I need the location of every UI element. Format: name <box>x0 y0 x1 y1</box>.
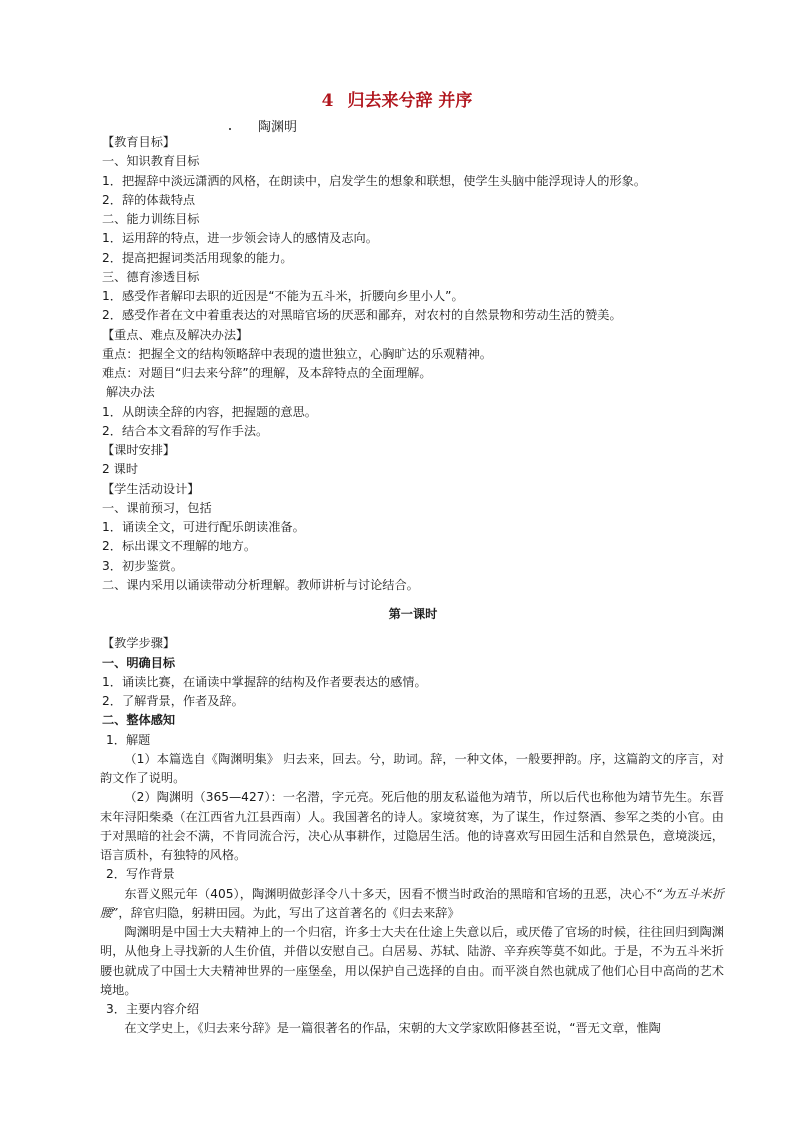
sub-heading: 1．解题 <box>106 732 151 747</box>
lesson-title <box>0 86 794 111</box>
sub-heading: 2．写作背景 <box>106 867 175 882</box>
text-line: 2．提高把握词类活用现象的能力。 <box>102 250 293 265</box>
text-line: 1．从朗读全辞的内容，把握题的意思。 <box>102 404 317 419</box>
text-line: 2．感受作者在文中着重表达的对黑暗官场的厌恶和鄙弃，对农村的自然景物和劳动生活的赞美。 <box>102 308 622 323</box>
document-body <box>102 133 724 1039</box>
heading-steps: 【教学步骤】 <box>102 636 176 651</box>
step-heading: 一、明确目标 <box>102 655 176 670</box>
text-line: 3．初步鉴赏。 <box>102 558 183 573</box>
text-line: 2．结合本文看辞的写作手法。 <box>102 423 269 438</box>
text-line: 三、德育渗透目标 <box>102 269 200 284</box>
lesson-number: 4 <box>321 91 334 111</box>
text-line: 1．诵读比赛，在诵读中掌握辞的结构及作者要表达的感情。 <box>102 674 427 689</box>
quote-text: “为五斗米折腰” <box>100 886 724 920</box>
text-line: 1．感受作者解印去职的近因是“不能为五斗米，折腰向乡里小人”。 <box>102 289 464 303</box>
heading-key-points: 【重点、难点及解决办法】 <box>102 327 249 342</box>
text-line: 1．运用辞的特点，进一步领会诗人的感情及志向。 <box>102 231 378 246</box>
paragraph: （2）陶渊明（365—427）：一名潜，字元亮。死后他的朋友私谥他为靖节，所以后代也称他为靖节先生。东晋末年浔阳柴桑（在江西省九江县西南）人。我国著名的诗人。家境贫寒，为了谋生，作过祭酒、参军之类的小官。由于对黑暗的社会不满，不肯同流合污，决心从事耕作，过隐居生活。他的诗喜欢写田园生活和自然景色，意境淡远，语言质朴，有独特的风格。 <box>100 790 724 862</box>
step-heading: 二、整体感知 <box>102 713 176 728</box>
spacer <box>102 624 724 634</box>
paragraph-text: ，辞官归隐，躬耕田园。为此，写出了这首著名的《归去来辞》 <box>118 905 460 920</box>
paragraph: （1）本篇选自《陶渊明集》 归去来，回去。兮，助词。辞，一种文体，一般要押韵。序，这篇韵文的序言，对韵文作了说明。 <box>100 751 724 785</box>
section-title: 第一课时 <box>388 607 438 621</box>
text-line: 解决办法 <box>106 385 155 400</box>
text-line: 一、知识教育目标 <box>102 154 200 169</box>
paragraph-text: 东晋义熙元年（405），陶渊明做彭泽令八十多天，因看不惯当时政治的黑暗和官场的丑恶，决心不 <box>124 886 657 901</box>
text-line: 1．诵读全文，可进行配乐朗读准备。 <box>102 520 305 534</box>
heading-objectives: 【教育目标】 <box>102 135 176 149</box>
text-line: 重点：把握全文的结构领略辞中表现的遗世独立，心胸旷达的乐观精神。 <box>102 346 492 361</box>
text-line: 二、能力训练目标 <box>102 212 200 226</box>
text-line: 2．辞的体裁特点 <box>102 192 196 207</box>
text-line: 二、课内采用以诵读带动分析理解。教师讲析与讨论结合。 <box>102 577 419 592</box>
lesson-title-text: 归去来兮辞 并序 <box>347 91 473 111</box>
author-name: 陶渊明 <box>258 120 298 135</box>
stray-dot <box>229 128 231 130</box>
text-line: 2．了解背景，作者及辞。 <box>102 694 244 708</box>
text-line: 1．把握辞中淡远潇洒的风格，在朗读中，启发学生的想象和联想，使学生头脑中能浮现诗人的形象。 <box>102 173 647 188</box>
paragraph: 陶渊明是中国士大夫精神上的一个归宿，许多士大夫在仕途上失意以后，或厌倦了官场的时候，往往回归到陶渊明，从他身上寻找新的人生价值，并借以安慰自己。白居易、苏轼、陆游、辛弃疾等莫不如此。于是，不为五斗米折腰也就成了中国士大夫精神世界的一座堡垒，用以保护自己选择的自由。而平淡自然也就成了他们心目中高尚的艺术境地。 <box>100 925 724 997</box>
heading-schedule: 【课时安排】 <box>102 443 176 457</box>
paragraph <box>100 885 724 924</box>
sub-heading: 3．主要内容介绍 <box>106 1002 200 1016</box>
text-line: 难点：对题目“归去来兮辞”的理解，及本辞特点的全面理解。 <box>102 366 432 380</box>
text-line: 2．标出课文不理解的地方。 <box>102 539 257 554</box>
paragraph: 在文学史上，《归去来兮辞》是一篇很著名的作品，宋朝的大文学家欧阳修甚至说，“晋无文章，惟陶 <box>124 1021 661 1036</box>
text-line: 一、课前预习，包括 <box>102 500 212 515</box>
text-line: 2 课时 <box>102 462 139 477</box>
heading-activities: 【学生活动设计】 <box>102 481 200 496</box>
spacer <box>102 595 724 605</box>
